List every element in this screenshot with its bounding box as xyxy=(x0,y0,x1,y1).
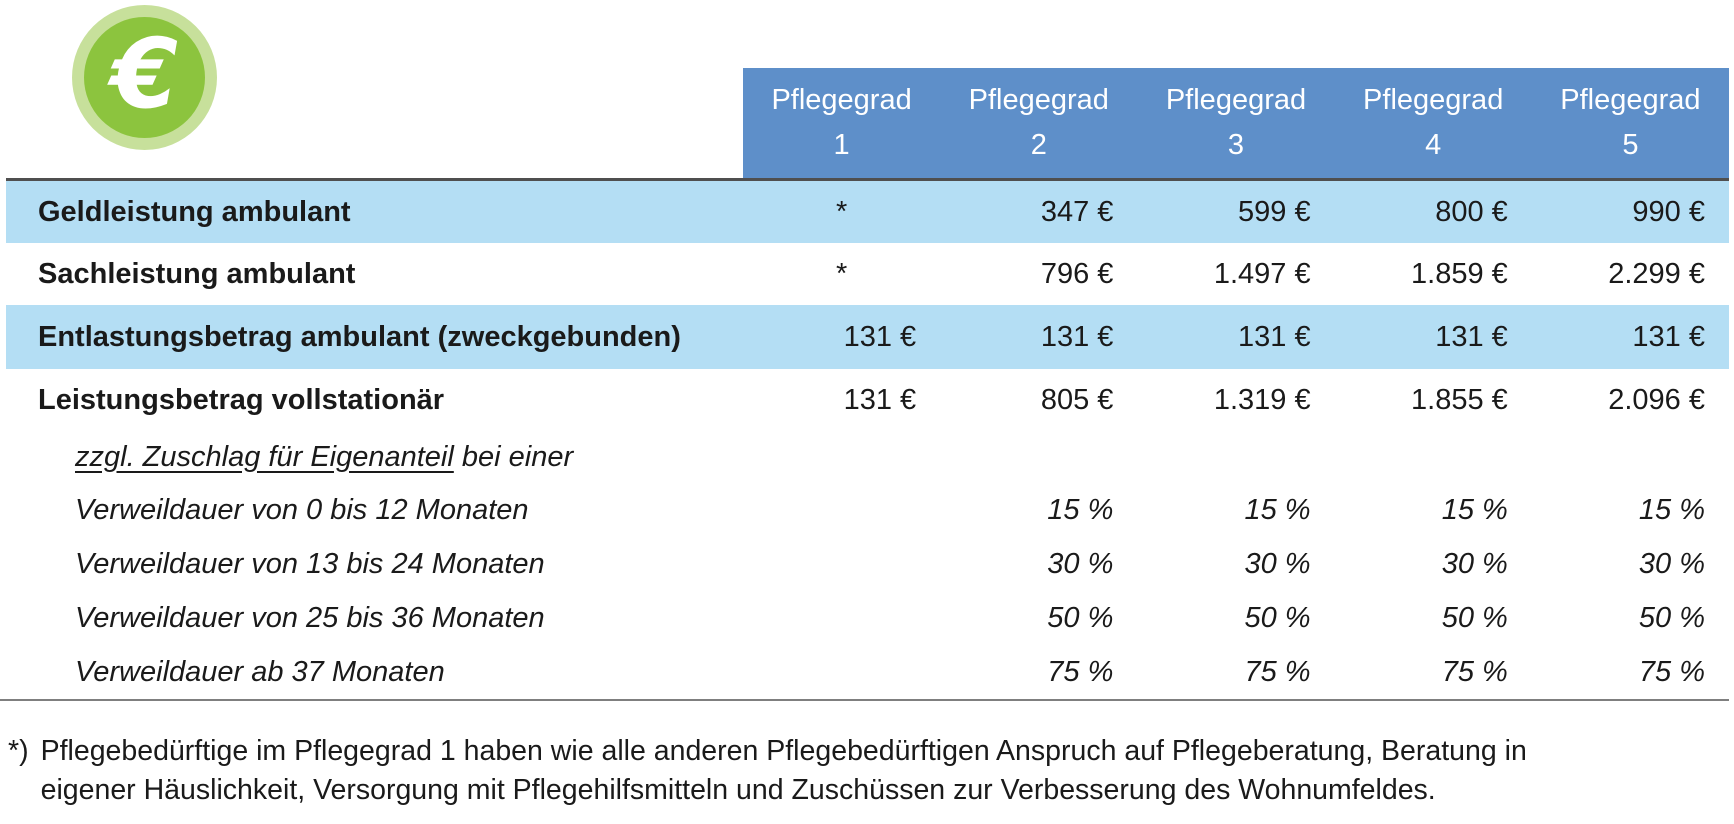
cell-pflegegrad-4: 30 % xyxy=(1441,547,1508,580)
column-header-title: Pflegegrad xyxy=(771,84,912,116)
column-header-pflegegrad-4 xyxy=(1335,68,1532,178)
table-header-row xyxy=(743,68,1729,178)
cell-pflegegrad-1: 131 € xyxy=(843,320,917,353)
cell-pflegegrad-3: 15 % xyxy=(1244,493,1311,526)
cell-pflegegrad-5: 2.299 € xyxy=(1608,257,1705,290)
row-label: Sachleistung ambulant xyxy=(38,257,356,290)
cell-pflegegrad-3: 131 € xyxy=(1238,320,1311,353)
row-label: Verweildauer von 13 bis 24 Monaten xyxy=(75,547,545,580)
column-header-pflegegrad-2 xyxy=(940,68,1137,178)
row-label: Verweildauer von 0 bis 12 Monaten xyxy=(75,493,529,526)
row-label: Verweildauer von 25 bis 36 Monaten xyxy=(75,601,545,634)
cell-pflegegrad-3: 30 % xyxy=(1244,547,1311,580)
column-header-grade: 2 xyxy=(1030,129,1047,161)
cell-pflegegrad-5: 50 % xyxy=(1638,601,1705,634)
cell-pflegegrad-5: 2.096 € xyxy=(1608,383,1705,416)
cell-pflegegrad-3: 1.319 € xyxy=(1213,383,1311,416)
row-label: Geldleistung ambulant xyxy=(38,195,351,228)
table-row xyxy=(6,181,1729,243)
row-label: Entlastungsbetrag ambulant (zweckgebunden) xyxy=(38,320,681,353)
row-label: Leistungsbetrag vollstationär xyxy=(38,383,445,416)
table-body xyxy=(0,181,1729,699)
row-label-underlined: zzgl. Zuschlag für Eigenanteil xyxy=(75,440,454,473)
cell-pflegegrad-2: 805 € xyxy=(1040,383,1114,416)
cell-pflegegrad-1: * xyxy=(835,257,848,290)
cell-pflegegrad-5: 990 € xyxy=(1632,195,1705,228)
column-header-title: Pflegegrad xyxy=(1165,84,1307,116)
row-label-suffix: bei einer xyxy=(453,440,574,473)
cell-pflegegrad-5: 30 % xyxy=(1638,547,1705,580)
cell-pflegegrad-2: 796 € xyxy=(1040,257,1114,290)
cell-pflegegrad-2: 15 % xyxy=(1047,493,1114,526)
cell-pflegegrad-2: 75 % xyxy=(1047,655,1114,688)
cell-pflegegrad-4: 1.855 € xyxy=(1411,383,1508,416)
cell-pflegegrad-5: 75 % xyxy=(1638,655,1705,688)
table-row xyxy=(6,243,1729,305)
table-row xyxy=(6,305,1729,369)
cell-pflegegrad-3: 599 € xyxy=(1238,195,1311,228)
footnote-marker: *) xyxy=(8,735,29,767)
cell-pflegegrad-4: 75 % xyxy=(1441,655,1508,688)
table-row xyxy=(6,537,1729,591)
cell-pflegegrad-3: 50 % xyxy=(1244,601,1311,634)
cell-pflegegrad-2: 347 € xyxy=(1040,195,1114,228)
cell-pflegegrad-4: 131 € xyxy=(1435,320,1508,353)
footnote-text: Pflegebedürftige im Pflegegrad 1 haben wie alle anderen Pflegebedürftigen Anspruch auf Pflegeberatung, Beratung in eigener Häuslichkeit, Versorgung mit Pflegehilfsmitteln und Zuschüssen zur Verbesserung des Wohnumfeldes. xyxy=(40,735,1527,806)
cell-pflegegrad-2: 30 % xyxy=(1047,547,1114,580)
column-header-grade: 4 xyxy=(1425,129,1442,161)
column-header-pflegegrad-3 xyxy=(1137,68,1334,178)
table-row xyxy=(6,431,1729,483)
column-header-title: Pflegegrad xyxy=(1363,84,1504,116)
column-header-pflegegrad-5 xyxy=(1532,68,1729,178)
column-header-pflegegrad-1 xyxy=(743,68,940,178)
cell-pflegegrad-4: 50 % xyxy=(1441,601,1508,634)
cell-pflegegrad-4: 800 € xyxy=(1435,195,1508,228)
column-header-title: Pflegegrad xyxy=(1560,84,1701,116)
table-row xyxy=(6,483,1729,537)
cell-pflegegrad-1: * xyxy=(835,195,848,228)
table-row xyxy=(6,591,1729,645)
cell-pflegegrad-3: 75 % xyxy=(1244,655,1311,688)
cell-pflegegrad-2: 50 % xyxy=(1047,601,1114,634)
cell-pflegegrad-1: 131 € xyxy=(843,383,917,416)
row-label: Verweildauer ab 37 Monaten xyxy=(75,655,445,688)
cell-pflegegrad-3: 1.497 € xyxy=(1213,257,1311,290)
cell-pflegegrad-5: 131 € xyxy=(1632,320,1705,353)
cell-pflegegrad-5: 15 % xyxy=(1638,493,1705,526)
pflegegrad-benefits-table xyxy=(0,68,1729,701)
column-header-title: Pflegegrad xyxy=(968,84,1109,116)
euro-symbol: € xyxy=(111,17,178,130)
cell-pflegegrad-4: 15 % xyxy=(1441,493,1508,526)
footnote xyxy=(8,732,1561,810)
table-row xyxy=(6,369,1729,431)
column-header-grade: 3 xyxy=(1227,129,1245,161)
cell-pflegegrad-2: 131 € xyxy=(1040,320,1114,353)
column-header-grade: 5 xyxy=(1622,129,1639,161)
column-header-grade: 1 xyxy=(833,129,850,161)
row-label xyxy=(6,441,743,474)
cell-pflegegrad-4: 1.859 € xyxy=(1411,257,1508,290)
table-bottom-line xyxy=(0,699,1729,701)
table-row xyxy=(6,645,1729,699)
